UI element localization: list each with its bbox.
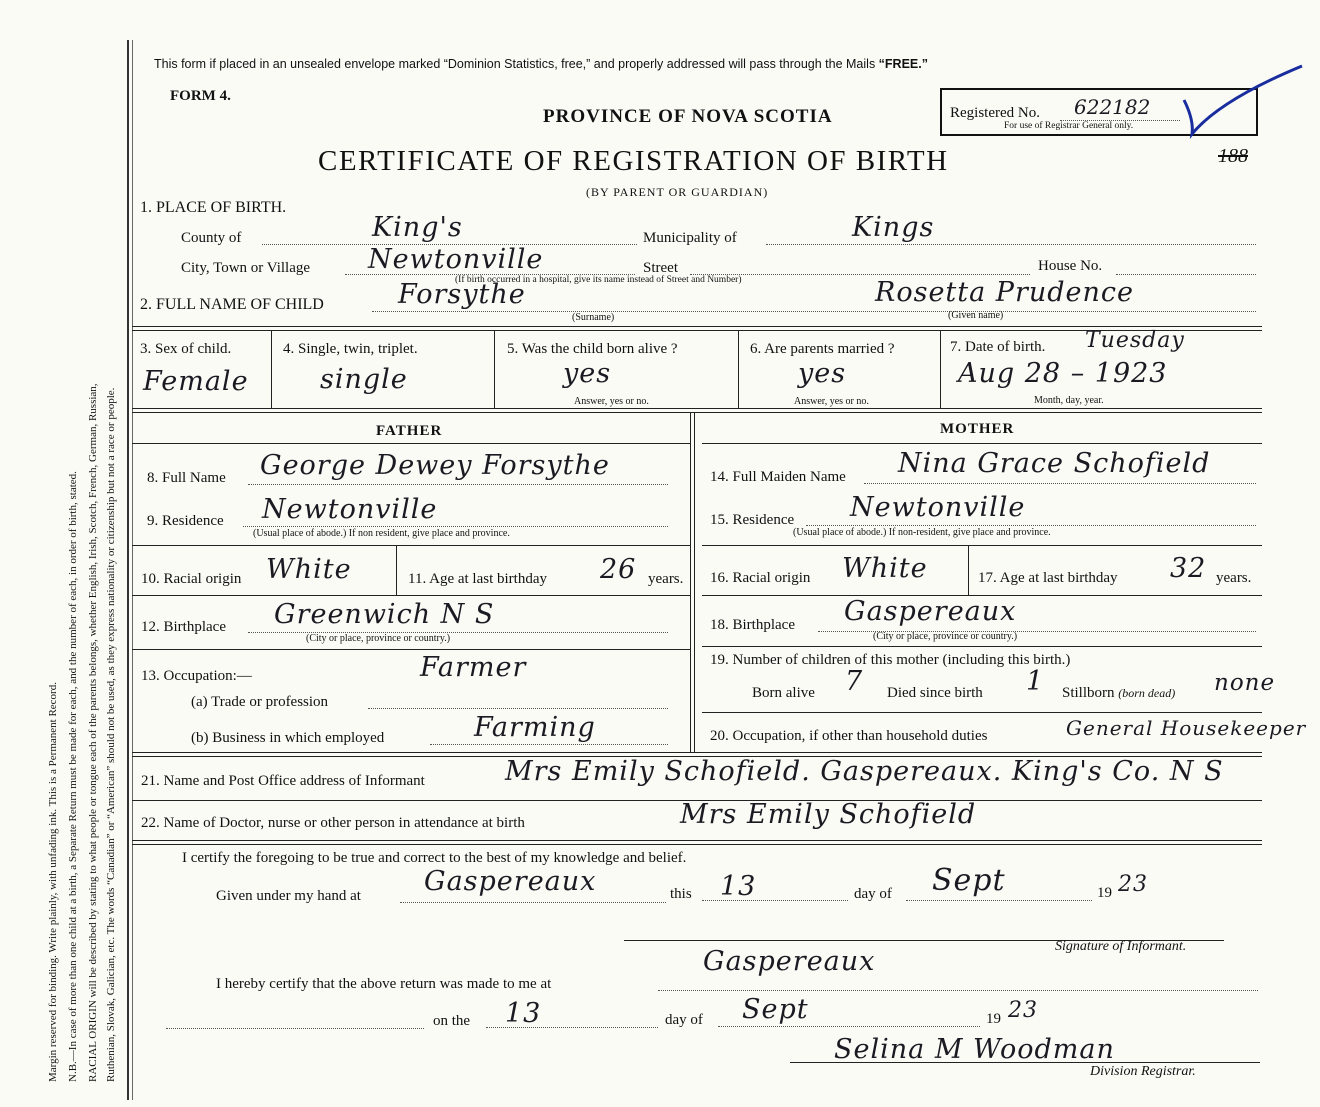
dob-note: Month, day, year.	[1034, 395, 1104, 406]
return-label: I hereby certify that the above return was made to me at	[216, 976, 552, 992]
margin-note-2: N.B.—In case of more than one child at a birth, a Separate Return must be made for each, and the number of each, in order of birth, stated.	[67, 471, 79, 1082]
month-line	[906, 900, 1092, 901]
father-name-label: 8. Full Name	[147, 470, 226, 486]
street-label: Street	[643, 260, 678, 276]
died-since-birth-value: 1	[1026, 666, 1045, 697]
given-name-note: (Given name)	[948, 310, 1004, 321]
return-day-value: 13	[505, 998, 542, 1029]
father-residence-value: Newtonville	[262, 494, 438, 525]
day-of-label: day of	[854, 886, 892, 902]
mother-residence-label: 15. Residence	[710, 512, 795, 528]
father-age-label: 11. Age at last birthday	[408, 571, 547, 587]
margin-rule	[127, 40, 129, 1100]
business-value: Farming	[474, 712, 596, 743]
rule	[738, 330, 739, 408]
father-birthplace-value: Greenwich N S	[274, 599, 495, 630]
city-value: Newtonville	[368, 244, 544, 275]
municipality-value: Kings	[852, 212, 935, 243]
county-label: County of	[181, 230, 242, 246]
house-number-label: House No.	[1038, 258, 1103, 274]
father-birthplace-note: (City or place, province or country.)	[306, 633, 451, 644]
province-heading: PROVINCE OF NOVA SCOTIA	[543, 106, 833, 127]
municipality-line	[766, 244, 1256, 245]
mother-occupation-label: 20. Occupation, if other than household duties	[710, 728, 988, 744]
municipality-label: Municipality of	[643, 230, 737, 246]
mother-age-unit: years.	[1216, 570, 1252, 586]
return-day-of-label: day of	[665, 1012, 703, 1028]
stillborn-text: Stillborn	[1062, 685, 1115, 701]
trade-label: (a) Trade or profession	[191, 694, 329, 710]
return-month-line	[718, 1026, 980, 1027]
trade-line	[368, 708, 668, 709]
born-alive-count-value: 7	[845, 666, 864, 697]
business-label: (b) Business in which employed	[191, 730, 385, 746]
mother-name-value: Nina Grace Schofield	[898, 448, 1211, 479]
father-name-line	[248, 484, 668, 485]
child-name-label: 2. FULL NAME OF CHILD	[140, 296, 324, 313]
rule	[132, 412, 1262, 413]
rule	[271, 330, 272, 408]
this-label: this	[670, 886, 692, 902]
document-title: CERTIFICATE OF REGISTRATION OF BIRTH	[318, 145, 949, 177]
mail-notice	[154, 58, 928, 71]
check-mark-icon	[1180, 60, 1310, 140]
mother-name-line	[864, 483, 1256, 484]
rule	[694, 412, 695, 752]
rule	[132, 545, 690, 546]
born-alive-note: Answer, yes or no.	[574, 396, 649, 407]
mother-name-label: 14. Full Maiden Name	[710, 469, 846, 485]
certification-statement: I certify the foregoing to be true and correct to the best of my knowledge and belief.	[182, 850, 687, 866]
rule	[702, 545, 1262, 546]
return-place-value: Gaspereaux	[703, 946, 876, 977]
margin-rule-inner	[132, 40, 133, 1100]
given-place-value: Gaspereaux	[424, 866, 597, 897]
rule	[494, 330, 495, 408]
rule	[702, 712, 1262, 713]
plurality-value: single	[320, 364, 408, 395]
return-place-line	[658, 990, 1258, 991]
registrar-note: For use of Registrar General only.	[1004, 121, 1134, 131]
rule	[132, 408, 1262, 409]
father-age-unit: years.	[648, 571, 684, 587]
registrar-signature-line	[790, 1062, 1260, 1063]
on-the-leading-line	[166, 1028, 424, 1029]
margin-note-3: RACIAL ORIGIN will be described by stating to what people or tongue each of the parents belongs, whether English, Irish, Scotch, French, German, Russian,	[87, 383, 99, 1082]
rule	[690, 412, 691, 752]
dob-day-value: Tuesday	[1085, 328, 1185, 353]
father-occupation-value: Farmer	[420, 652, 527, 683]
dob-value: Aug 28 – 1923	[958, 358, 1168, 389]
plurality-label: 4. Single, twin, triplet.	[283, 341, 418, 357]
parents-married-label: 6. Are parents married ?	[750, 341, 895, 357]
city-label: City, Town or Village	[181, 260, 311, 276]
rule	[396, 545, 397, 595]
stillborn-note: (born dead)	[1118, 686, 1176, 700]
mother-age-label: 17. Age at last birthday	[978, 570, 1118, 586]
rule	[132, 595, 690, 596]
informant-value: Mrs Emily Schofield. Gaspereaux. King's Co. N S	[505, 756, 1224, 787]
return-year-value: 23	[1008, 998, 1038, 1023]
mail-notice-text: This form if placed in an unsealed envelope marked “Dominion Statistics, free,” and properly addressed will pass through the Mails	[154, 57, 879, 71]
margin-note-1: Margin reserved for binding. Write plainly, with unfading ink. This is a Permanent Record.	[47, 682, 59, 1082]
doctor-value: Mrs Emily Schofield	[680, 799, 977, 830]
rule	[940, 330, 941, 408]
rule	[132, 752, 1262, 753]
mother-birthplace-label: 18. Birthplace	[710, 617, 795, 633]
stillborn-label	[1062, 686, 1175, 701]
mother-birthplace-note: (City or place, province or country.)	[873, 631, 1018, 642]
father-residence-label: 9. Residence	[147, 513, 224, 529]
rule	[132, 844, 1262, 845]
parents-married-value: yes	[798, 358, 847, 389]
surname-note: (Surname)	[572, 312, 615, 323]
mother-race-label: 16. Racial origin	[710, 570, 811, 586]
on-the-label: on the	[433, 1013, 471, 1029]
given-label: Given under my hand at	[216, 888, 361, 904]
stillborn-value: none	[1214, 670, 1276, 696]
return-year-prefix: 19	[986, 1011, 1001, 1027]
born-alive-value: yes	[563, 358, 612, 389]
mother-residence-line	[806, 525, 1256, 526]
father-heading: FATHER	[376, 423, 443, 439]
rule	[132, 443, 690, 444]
sex-label: 3. Sex of child.	[140, 341, 232, 357]
rule	[132, 840, 1262, 841]
city-note: (If birth occurred in a hospital, give its name instead of Street and Number)	[455, 275, 742, 285]
county-value: King's	[372, 212, 463, 243]
mail-notice-free: “FREE.”	[878, 57, 928, 71]
parents-married-note: Answer, yes or no.	[794, 396, 869, 407]
child-given-value: Rosetta Prudence	[875, 277, 1135, 308]
mother-heading: MOTHER	[940, 421, 1015, 437]
dob-label: 7. Date of birth.	[950, 339, 1046, 355]
child-surname-value: Forsythe	[398, 279, 526, 310]
born-alive-count-label: Born alive	[752, 685, 815, 701]
children-count-label: 19. Number of children of this mother (including this birth.)	[710, 652, 1071, 668]
signature-of-informant-label: Signature of Informant.	[1055, 939, 1187, 954]
given-year-value: 23	[1118, 872, 1148, 897]
given-day-value: 13	[720, 871, 757, 902]
father-name-value: George Dewey Forsythe	[260, 450, 610, 481]
father-occupation-label: 13. Occupation:—	[141, 668, 252, 684]
division-registrar-label: Division Registrar.	[1090, 1064, 1196, 1079]
place-of-birth-label: 1. PLACE OF BIRTH.	[140, 199, 287, 216]
mother-residence-value: Newtonville	[850, 492, 1026, 523]
child-name-line	[372, 311, 1256, 312]
born-alive-label: 5. Was the child born alive ?	[507, 341, 678, 357]
margin-note-4: Ruthenian, Slovak, Galician, etc. The words “Canadian” or “American” should not be used, as they express nationality or citizenship but not a race or people.	[105, 387, 117, 1082]
father-residence-line	[243, 526, 668, 527]
rule	[702, 443, 1262, 444]
street-line	[690, 274, 1030, 275]
rule	[968, 545, 969, 595]
house-number-line	[1116, 274, 1256, 275]
father-race-label: 10. Racial origin	[141, 571, 242, 587]
form-number: FORM 4.	[170, 88, 231, 104]
given-place-line	[400, 902, 666, 903]
given-month-value: Sept	[932, 863, 1006, 898]
crossed-number: 188	[1218, 145, 1248, 167]
year-prefix: 19	[1097, 885, 1112, 901]
document-subtitle: (BY PARENT OR GUARDIAN)	[586, 185, 769, 199]
died-since-birth-label: Died since birth	[887, 685, 983, 701]
rule	[132, 326, 1262, 327]
rule	[702, 646, 1262, 647]
mother-birthplace-value: Gaspereaux	[844, 596, 1017, 627]
return-month-value: Sept	[742, 994, 809, 1025]
doctor-label: 22. Name of Doctor, nurse or other person in attendance at birth	[141, 815, 525, 831]
registered-label: Registered No.	[950, 105, 1040, 121]
mother-residence-note: (Usual place of abode.) If non-resident, give place and province.	[793, 527, 1051, 538]
registrar-signature: Selina M Woodman	[834, 1034, 1115, 1065]
father-residence-note: (Usual place of abode.) If non resident, give place and province.	[253, 528, 510, 539]
business-line	[430, 744, 668, 745]
registered-number: 622182	[1074, 95, 1151, 119]
father-birthplace-label: 12. Birthplace	[141, 619, 226, 635]
rule	[132, 649, 690, 650]
mother-occupation-value: General Housekeeper	[1066, 716, 1307, 740]
father-age-value: 26	[600, 554, 637, 585]
mother-age-value: 32	[1170, 553, 1207, 584]
mother-race-value: White	[842, 553, 928, 584]
informant-label: 21. Name and Post Office address of Informant	[141, 773, 425, 789]
father-race-value: White	[266, 554, 352, 585]
sex-value: Female	[143, 366, 249, 397]
